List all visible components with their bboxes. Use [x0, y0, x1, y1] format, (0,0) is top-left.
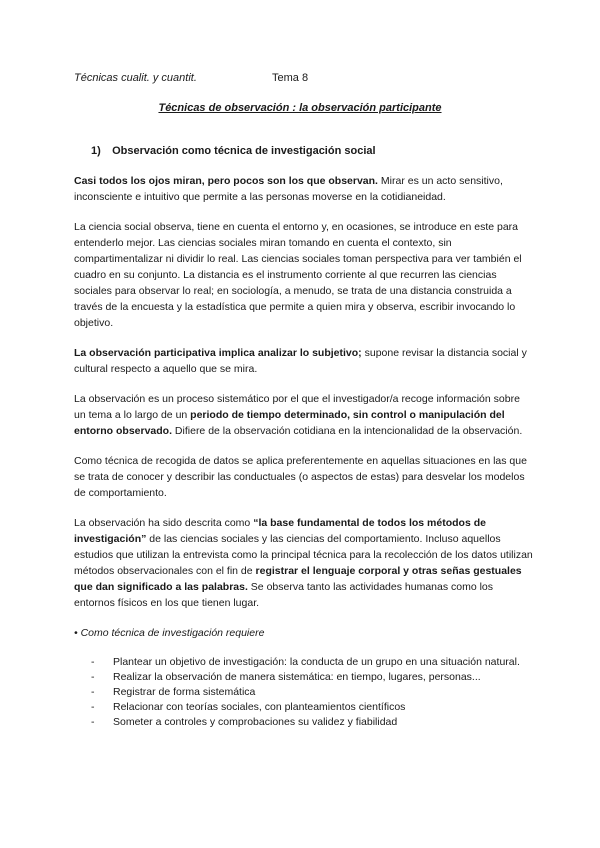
list-item: - Plantear un objetivo de investigación: la conducta de un grupo en una situación natural. — [91, 655, 534, 670]
paragraph-text: La observación ha sido descrita como — [74, 517, 254, 529]
paragraph: Como técnica de recogida de datos se aplica preferentemente en aquellas situaciones en las que se trata de conocer y describir las conductuales (o aspectos de estas) para desvelar los modelos de comportamiento. — [74, 455, 527, 499]
requirements-list — [74, 655, 534, 730]
bold-phrase: “la base fundamental de todos los métodos de investigación” — [74, 517, 486, 545]
list-item: - Relacionar con teorías sociales, con planteamientos científicos — [91, 700, 534, 715]
paragraph — [74, 515, 534, 611]
paragraph-text: Se observa tanto las actividades humanas como los entornos físicos en los que tienen lugar. — [74, 581, 494, 609]
paragraph-text: de las ciencias sociales y las ciencias del comportamiento. Incluso aquellos estudios que utilizan la entrevista como la principal técnica para la recolección de los datos utilizan métodos observacionales con el fin de — [74, 533, 533, 577]
paragraph-text: Difiere de la observación cotidiana en la intencionalidad de la observación. — [172, 425, 523, 437]
bold-phrase: registrar el lenguaje corporal y otras señas gestuales que dan significado a las palabras. — [74, 565, 522, 593]
paragraph-text: supone revisar la distancia social y cultural respecto a aquello que se mira. — [74, 347, 527, 375]
paragraph-text: La observación es un proceso sistemático por el que el investigador/a recoge información sobre un tema a lo largo de un — [74, 393, 520, 421]
paragraph-text: Mirar es un acto sensitivo, inconsciente e intuitivo que permite a las personas moverse en la cotidianeidad. — [74, 175, 503, 203]
paragraph — [74, 391, 534, 439]
list-item: - Registrar de forma sistemática — [91, 685, 534, 700]
section-number: 1) — [91, 145, 101, 157]
course-name: Técnicas cualit. y cuantit. — [74, 72, 197, 84]
topic-number: Tema 8 — [272, 72, 309, 84]
section-heading — [91, 144, 376, 158]
list-item: - Someter a controles y comprobaciones su validez y fiabilidad — [91, 715, 534, 730]
list-item: - Realizar la observación de manera sistemática: en tiempo, lugares, personas... — [91, 670, 534, 685]
section-title: Observación como técnica de investigación social — [112, 145, 376, 157]
paragraph — [74, 173, 534, 205]
requirements-intro: • Como técnica de investigación requiere — [74, 627, 265, 639]
bold-phrase: Casi todos los ojos miran, pero pocos son los que observan. — [74, 175, 378, 187]
bold-phrase: periodo de tiempo determinado, sin control o manipulación del entorno observado. — [74, 409, 505, 437]
bold-phrase: La observación participativa implica analizar lo subjetivo; — [74, 347, 362, 359]
document-title: Técnicas de observación : la observación participante — [158, 102, 442, 114]
paragraph — [74, 345, 534, 377]
document-body — [74, 173, 534, 730]
page-header — [74, 71, 309, 85]
paragraph: La ciencia social observa, tiene en cuenta el entorno y, en ocasiones, se introduce en este para entenderlo mejor. Las ciencias sociales miran tomando en cuenta el contexto, sin compartimentalizar ni dividir lo real. Las ciencias sociales toman perspectiva para ver también el cuadro en su conjunto. La distancia es el instrumento corriente al que recurren las ciencias sociales para observar lo real; en sociología, a menudo, se trata de una distancia construida a través de la encuesta y la estadística que permite a quien mira y observa, escribir invocando lo objetivo. — [74, 221, 522, 329]
